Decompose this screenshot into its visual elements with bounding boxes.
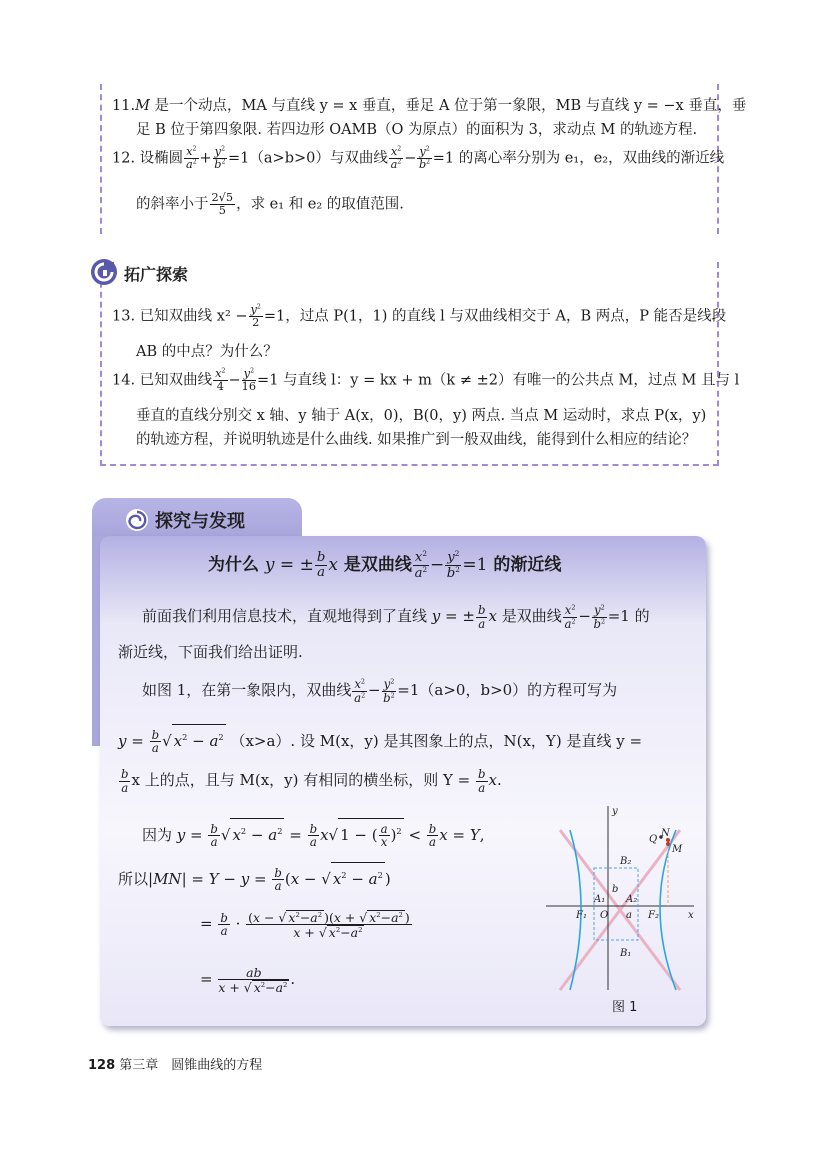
proof-step2: = $\frac{b}{a}$ · $\frac{(x - √ x^2-a^2 )(x + √ x^2-a^2 )}{x + √ x^2-a^2}$ bbox=[200, 910, 410, 941]
exercise-12-line2: 的斜率小于 $\frac{2√5}{5}$ ，求 e₁ 和 e₂ 的取值范围. bbox=[136, 191, 404, 217]
paragraph-2: 如图 1，在第一象限内，双曲线 $\frac{x^2}{a^2}$ − $\frac{y^2}{b^2}$ =1（a>0，b>0）的方程可写为 bbox=[142, 677, 618, 705]
exercise-14-line2: 垂直的直线分别交 x 轴、y 轴于 A(x，0)，B(0，y) 两点. 当点 M 运动时，求点 P(x，y) bbox=[136, 408, 707, 424]
label-m: M bbox=[672, 844, 683, 855]
label-f2: F₂ bbox=[648, 910, 659, 921]
label-o: O bbox=[600, 910, 609, 921]
extension-icon bbox=[90, 258, 118, 286]
extension-title: 拓广探索 bbox=[124, 265, 189, 284]
hyperbola-figure bbox=[540, 800, 700, 1000]
exercise-14-line3: 的轨迹方程，并说明轨迹是什么曲线. 如果推广到一般双曲线，能得到什么相应的结论？ bbox=[136, 432, 697, 448]
paragraph-1-line2: 渐近线，下面我们给出证明. bbox=[118, 643, 303, 661]
spiral-icon bbox=[125, 508, 149, 532]
page-number: 128 bbox=[88, 1058, 116, 1073]
label-b: b bbox=[612, 884, 619, 895]
proof-because: 因为 y = $\frac{b}{a}$ √ $x^2 - a^2$ = $\frac{b}{a}$ x√ 1 − ( $\frac{a}{x}$ )$^2$ < $\frac{b}{a}$ x = Y, bbox=[142, 818, 485, 849]
label-f1: F₁ bbox=[576, 910, 587, 921]
exercise-13: 13. 已知双曲线 x² − $\frac{y^2}{2}$ =1，过点 P(1，1) 的直线 l 与双曲线相交于 A，B 两点，P 能否是线段 bbox=[112, 303, 727, 329]
exercise-13-line2: AB 的中点？为什么？ bbox=[136, 344, 278, 360]
figure-caption: 图 1 bbox=[612, 1000, 638, 1015]
discovery-heading: 为什么 y = ± $\frac{b}{a}$ x 是双曲线 $\frac{x^2}{a^2}$ − $\frac{y^2}{b^2}$ =1 的渐近线 bbox=[208, 549, 562, 582]
exercise-12: 12. 设椭圆 $\frac{x^2}{a^2}$ + $\frac{y^2}{b^2}$ =1（a>b>0）与双曲线 $\frac{x^2}{a^2}$ − $\frac{y^2}{b^2}$ =1 的离心率分别为 e₁，e₂，双曲线的渐近线 bbox=[112, 145, 725, 171]
proof-step3: = $\frac{ab}{x + √ x^2-a^2}$ . bbox=[200, 965, 296, 996]
label-a2: A₂ bbox=[626, 894, 638, 905]
discovery-title: 探究与发现 bbox=[155, 511, 245, 532]
label-a1: A₁ bbox=[594, 894, 606, 905]
label-q: Q bbox=[649, 834, 658, 845]
exercise-11: 11.M 是一个动点，MA 与直线 y = x 垂直，垂足 A 位于第一象限，MB 与直线 y = −x 垂直，垂 bbox=[112, 98, 747, 114]
label-b2: B₂ bbox=[620, 856, 632, 867]
label-x: x bbox=[688, 910, 694, 921]
exercise-14: 14. 已知双曲线 $\frac{x^2}{4}$ − $\frac{y^2}{16}$ =1 与直线 l：y = kx + m（k ≠ ±2）有唯一的公共点 M，过点 M 且与 l bbox=[112, 367, 740, 393]
point-m bbox=[666, 842, 670, 846]
chapter-title: 第三章 圆锥曲线的方程 bbox=[119, 1058, 263, 1073]
paragraph-2-line2: y = $\frac{b}{a}$ √ $x^2 - a^2$ （x>a）. 设 M(x，y) 是其图象上的点，N(x，Y) 是直线 y = bbox=[118, 724, 642, 755]
label-a: a bbox=[626, 910, 632, 921]
label-n: N bbox=[661, 828, 670, 839]
page-footer bbox=[88, 1054, 262, 1073]
exercise-11-line2: 足 B 位于第四象限. 若四边形 OAMB（O 为原点）的面积为 3，求动点 M 的轨迹方程. bbox=[136, 122, 698, 138]
paragraph-1: 前面我们利用信息技术，直观地得到了直线 y = ± $\frac{b}{a}$ x 是双曲线 $\frac{x^2}{a^2}$ − $\frac{y^2}{b^2}$ =1 的 bbox=[142, 603, 650, 631]
paragraph-2-line3: $\frac{b}{a}$ x 上的点，且与 M(x，y) 有相同的横坐标，则 Y = $\frac{b}{a}$ x. bbox=[121, 767, 502, 795]
label-b1: B₁ bbox=[620, 948, 632, 959]
proof-so: 所以|MN| = Y − y = $\frac{b}{a}$ (x − √ $x^2 - a^2$ ) bbox=[118, 862, 391, 893]
label-y: y bbox=[612, 806, 618, 817]
